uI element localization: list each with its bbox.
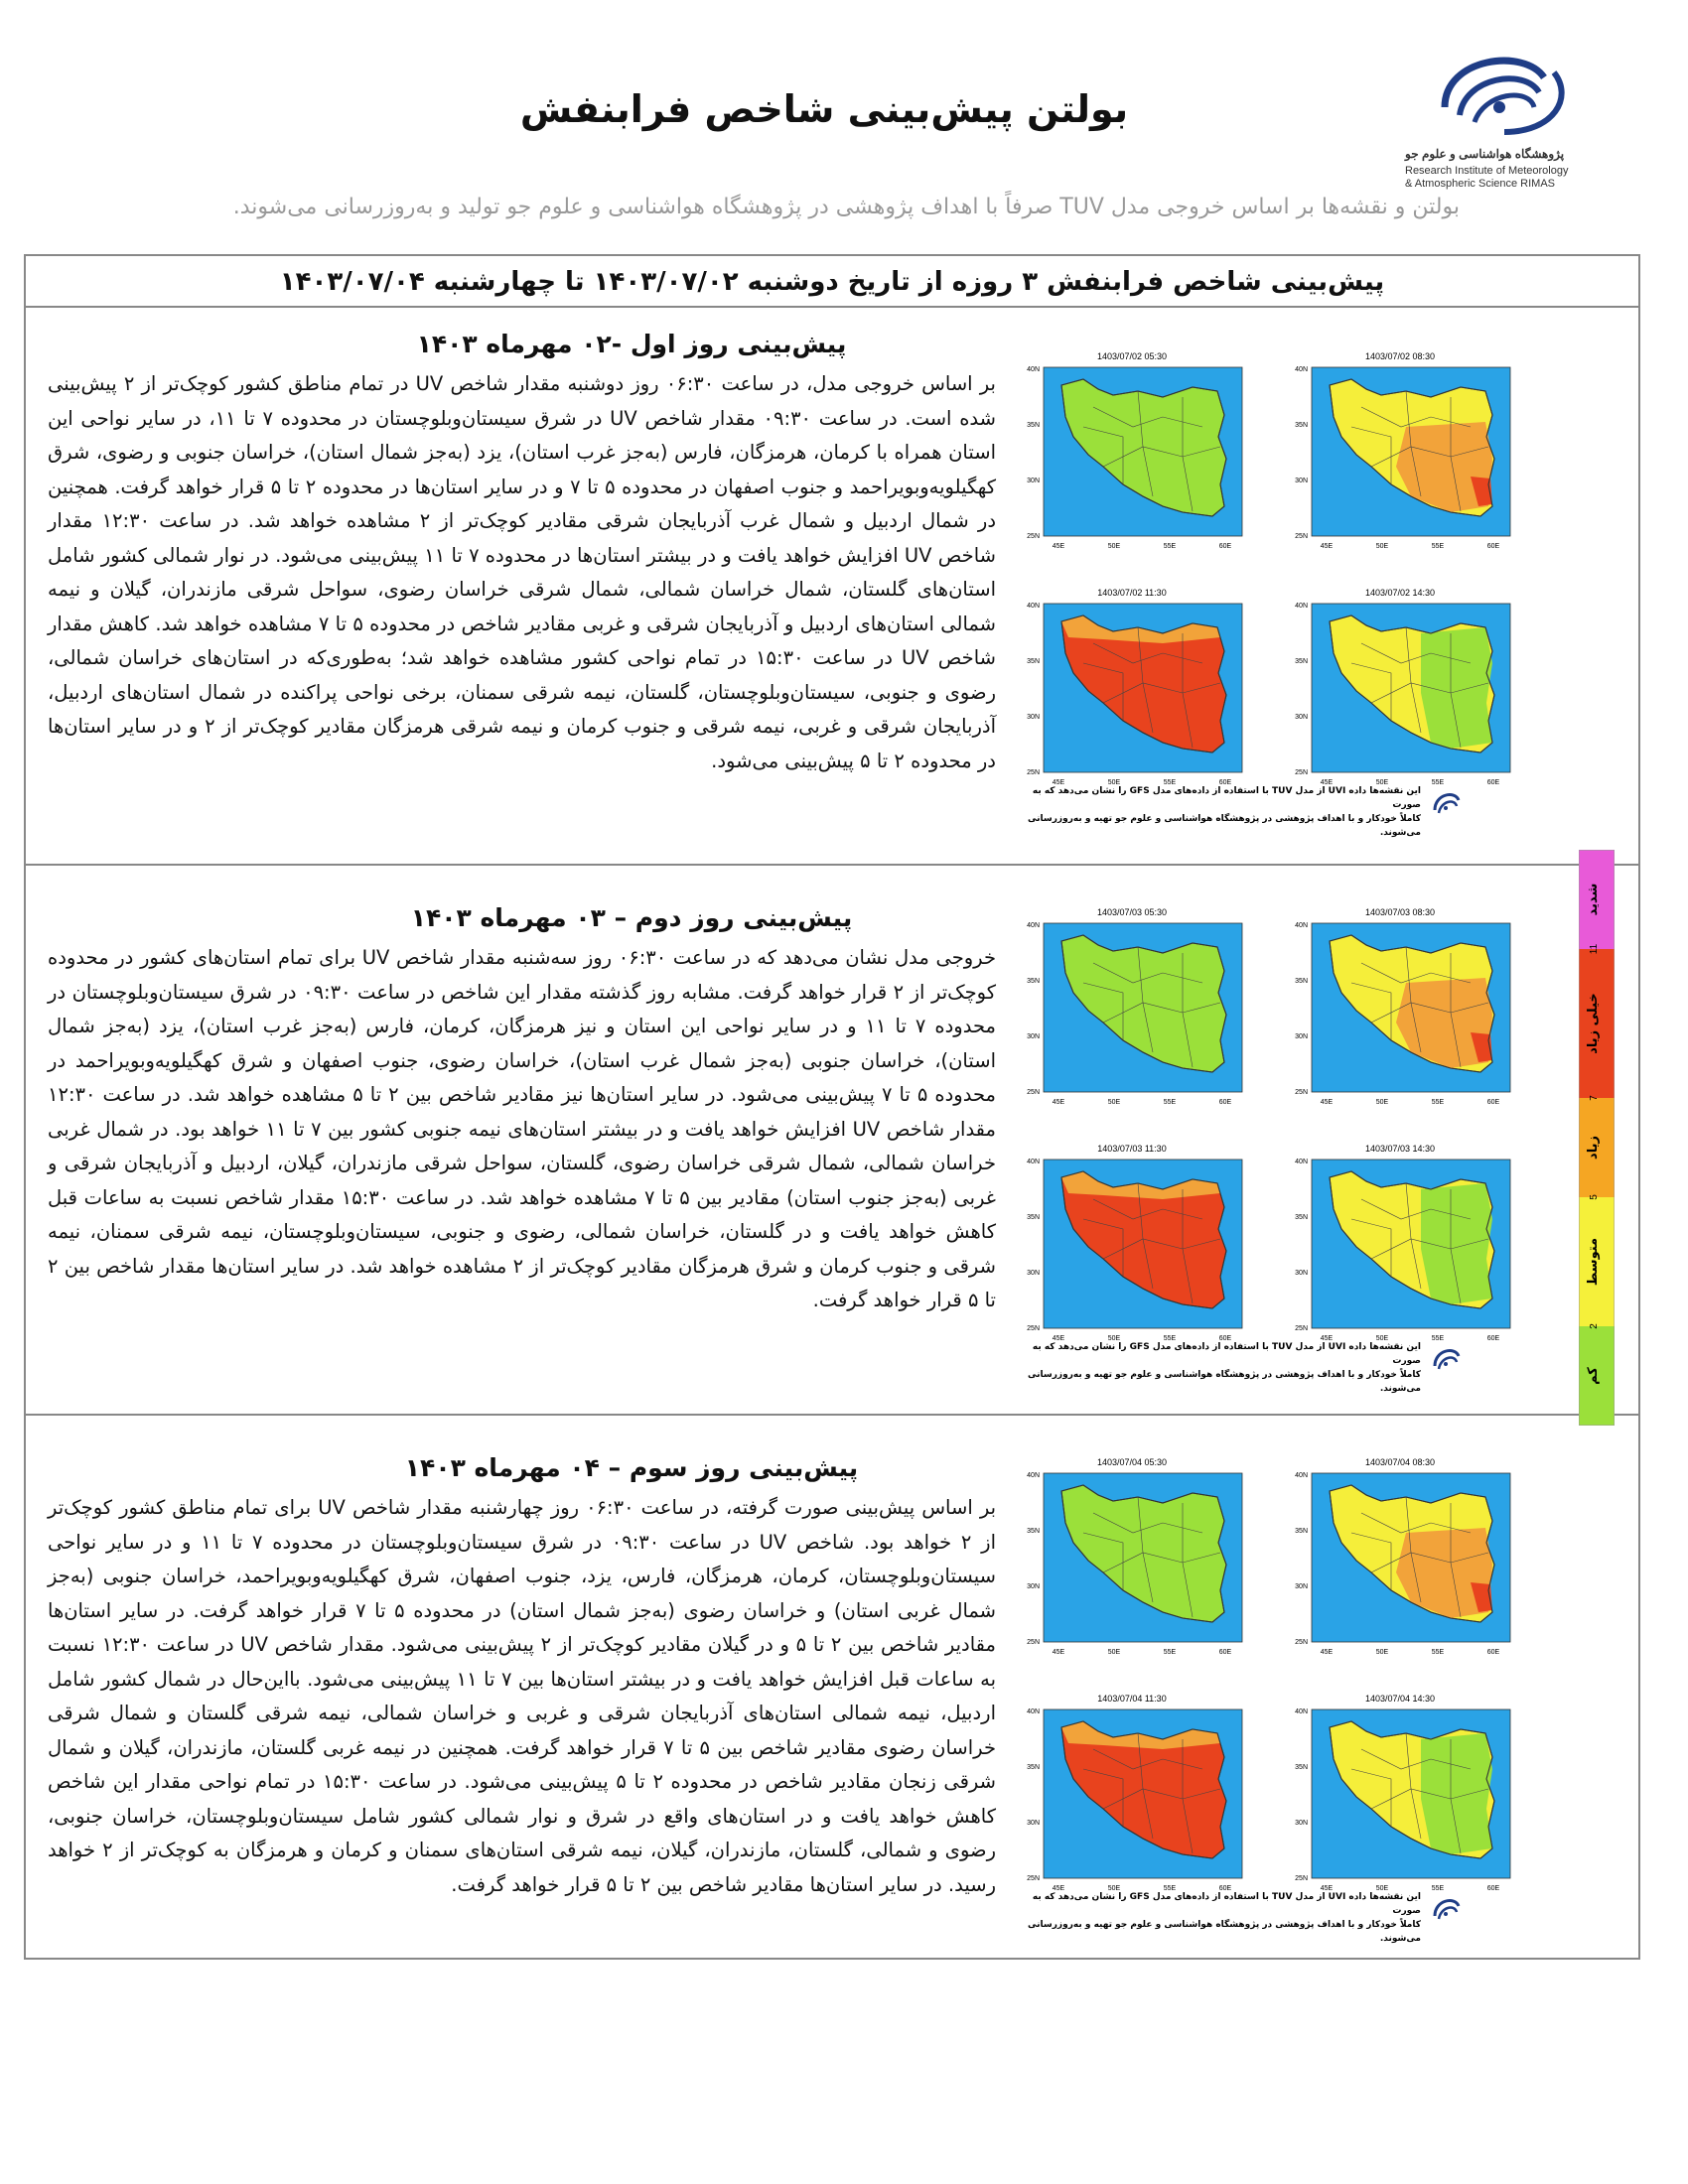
lat-label: 35N (1027, 658, 1040, 665)
lat-label: 30N (1027, 1820, 1040, 1827)
lat-label: 25N (1027, 1875, 1040, 1882)
lat-label: 30N (1295, 1583, 1308, 1590)
rimas-logo (1405, 38, 1594, 197)
lon-label: 45E (1052, 1335, 1065, 1342)
small-logo-icon (1429, 786, 1463, 820)
lon-label: 55E (1431, 543, 1445, 550)
lat-label: 40N (1295, 366, 1308, 373)
small-logo-icon (1429, 1892, 1463, 1926)
lon-label: 45E (1052, 1649, 1065, 1656)
lat-label: 35N (1027, 422, 1040, 429)
map-timestamp: 1403/07/04 08:30 (1364, 1457, 1436, 1467)
uv-map (1004, 347, 1260, 578)
lat-label: 30N (1295, 1033, 1308, 1040)
lat-label: 35N (1295, 1764, 1308, 1771)
lat-label: 35N (1027, 1528, 1040, 1535)
lat-label: 25N (1027, 1325, 1040, 1332)
day2-section (26, 864, 1638, 1400)
lat-label: 35N (1295, 1528, 1308, 1535)
uv-map (1004, 1140, 1260, 1370)
lon-label: 55E (1431, 1099, 1445, 1106)
day1-section (26, 308, 1638, 838)
lon-label: 50E (1107, 1885, 1121, 1892)
lon-label: 55E (1163, 1099, 1177, 1106)
lat-label: 25N (1295, 1089, 1308, 1096)
lon-label: 60E (1486, 1099, 1500, 1106)
lon-label: 60E (1486, 1335, 1500, 1342)
lat-label: 30N (1295, 1820, 1308, 1827)
day3-section (26, 1414, 1638, 1960)
lon-label: 60E (1218, 1885, 1232, 1892)
lat-label: 40N (1027, 1472, 1040, 1479)
uv-map (1004, 584, 1260, 814)
lat-label: 35N (1295, 1214, 1308, 1221)
lon-label: 45E (1320, 1099, 1334, 1106)
uv-map (1004, 1690, 1260, 1920)
lon-label: 60E (1218, 1099, 1232, 1106)
logo-en-line2: & Atmospheric Science RIMAS (1405, 178, 1556, 190)
lat-label: 25N (1027, 769, 1040, 776)
lat-label: 35N (1295, 658, 1308, 665)
lon-label: 55E (1431, 1885, 1445, 1892)
legend-tick: 2 (1589, 1323, 1600, 1329)
map-timestamp: 1403/07/02 14:30 (1364, 588, 1436, 598)
uv-map (1272, 1690, 1528, 1920)
uv-map (1004, 1453, 1260, 1684)
map-timestamp: 1403/07/03 05:30 (1096, 907, 1168, 917)
legend-label: خیلی زیاد (1586, 993, 1601, 1054)
lat-label: 35N (1027, 978, 1040, 985)
lon-label: 45E (1320, 543, 1334, 550)
lon-label: 45E (1052, 779, 1065, 786)
lon-label: 55E (1163, 543, 1177, 550)
map-timestamp: 1403/07/02 05:30 (1096, 351, 1168, 361)
footnote-line: کاملاً خودکار و با اهداف پژوهشی در پژوهشگاه هواشناسی و علوم جو تهیه و به‌روزرسانی می‌شوند. (1028, 1920, 1421, 1944)
uv-map (1004, 903, 1260, 1134)
lat-label: 40N (1295, 1472, 1308, 1479)
footnote-line: این نقشه‌ها داده UVI از مدل TUV با استفاده از داده‌های مدل GFS را نشان می‌دهد که به صورت (1032, 1892, 1421, 1916)
lon-label: 50E (1107, 1335, 1121, 1342)
lon-label: 60E (1486, 1885, 1500, 1892)
map-timestamp: 1403/07/02 11:30 (1097, 588, 1167, 598)
disclaimer-text: بولتن و نقشه‌ها بر اساس خروجی مدل TUV صرفاً با اهداف پژوهشی در پژوهشگاه هواشناسی و علوم جو تولید و به‌روزرسانی می‌شوند. (232, 195, 1460, 219)
day3-body: بر اساس پیش‌بینی صورت گرفته، در ساعت ۰۶:۳۰ روز چهارشنبه مقدار شاخص UV برای تمام مناطق کشور کوچک‌تر از ۲ خواهد بود. شاخص UV در ساعت ۰۹:۳۰ در شرق سیستان‌وبلوچستان در محدوده ۷ تا ۱۱ و در سایر نواحی سیستان‌وبلوچستان، کرمان، هرمزگان، فارس، یزد، جنوب اصفهان، شرق کهگیلویه‌وبویراحمد، خراسان جنوبی (به‌جز شمال غربی استان) و خراسان رضوی (به‌جز شمال استان) در محدوده ۵ تا ۷ قرار خواهد گرفت. در سایر استان‌ها مقادیر شاخص بین ۲ تا ۵ و در گیلان مقادیر کوچک‌تر از ۲ پیش‌بینی می‌شود. مقدار شاخص UV در ساعت ۱۲:۳۰ نسبت به ساعات قبل افزایش خواهد یافت و در بیشتر استان‌ها بین ۷ تا ۱۱ پیش‌بینی می‌شود. بااین‌حال در شمال کشور شامل اردبیل، نیمه شمالی استان‌های آذربایجان شرقی و غربی و خراسان شمالی، نیمه شرقی گلستان و شمال شرقی خراسان رضوی مقادیر شاخص بین ۵ تا ۷ قرار خواهد گرفت. همچنین در نیمه غربی گلستان، مازندران، گیلان و شمال شرقی زنجان مقادیر شاخص در محدوده ۲ تا ۵ پیش‌بینی می‌شود. در ساعت ۱۵:۳۰ در تمام نواحی مقدار این شاخص کاهش خواهد یافت و در استان‌های واقع در شرق و نوار شمالی کشور شامل سیستان‌وبلوچستان، خراسان جنوبی، رضوی و شمالی، گلستان، مازندران، گیلان، نیمه شرقی استان‌های سمنان و کرمان و هرمزگان به کوچک‌تر از ۲ خواهد رسید. در سایر استان‌ها مقادیر شاخص بین ۲ تا ۵ قرار خواهد گرفت. (48, 1496, 997, 1896)
lon-label: 60E (1218, 1649, 1232, 1656)
lat-label: 25N (1295, 1639, 1308, 1646)
lat-label: 40N (1027, 922, 1040, 929)
lon-label: 50E (1375, 1885, 1389, 1892)
lat-label: 35N (1295, 422, 1308, 429)
lat-label: 40N (1027, 366, 1040, 373)
lat-label: 25N (1295, 533, 1308, 540)
lon-label: 60E (1218, 543, 1232, 550)
footnote-line: این نقشه‌ها داده UVI از مدل TUV با استفاده از داده‌های مدل GFS را نشان می‌دهد که به صورت (1032, 1342, 1421, 1366)
uv-map (1272, 903, 1528, 1134)
lon-label: 50E (1107, 543, 1121, 550)
lon-label: 45E (1052, 543, 1065, 550)
map-footnote (1004, 784, 1421, 838)
lon-label: 60E (1218, 779, 1232, 786)
uv-map (1272, 1140, 1528, 1370)
legend-tick: 5 (1589, 1194, 1600, 1200)
uv-map (1272, 584, 1528, 814)
map-timestamp: 1403/07/04 14:30 (1364, 1694, 1436, 1704)
lon-label: 45E (1320, 1335, 1334, 1342)
lon-label: 50E (1107, 1649, 1121, 1656)
lon-label: 45E (1052, 1885, 1065, 1892)
lon-label: 45E (1320, 1885, 1334, 1892)
lat-label: 25N (1027, 1089, 1040, 1096)
map-footnote (1004, 1890, 1421, 1944)
lon-label: 50E (1107, 779, 1121, 786)
lat-label: 25N (1295, 1325, 1308, 1332)
day2-title: پیش‌بینی روز دوم – ۰۳ مهرماه ۱۴۰۳ (410, 903, 853, 932)
map-timestamp: 1403/07/03 11:30 (1097, 1144, 1167, 1154)
lon-label: 60E (1486, 543, 1500, 550)
lon-label: 50E (1375, 543, 1389, 550)
day1-body: بر اساس خروجی مدل، در ساعت ۰۶:۳۰ روز دوشنبه مقدار شاخص UV در تمام مناطق کشور کوچک‌تر از ۲ پیش‌بینی شده است. در ساعت ۰۹:۳۰ مقدار شاخص UV در شرق سیستان‌وبلوچستان در محدوده ۷ تا ۱۱، در سایر نواحی این استان همراه با کرمان، هرمزگان، فارس (به‌جز غرب استان)، یزد (به‌جز شمال استان)، خراسان جنوبی و رضوی، شرق کهگیلویه‌وبویراحمد و جنوب اصفهان در محدوده ۵ تا ۷ و در سایر استان‌ها در محدوده ۲ تا ۵ قرار خواهد گرفت. همچنین در شمال اردبیل و شمال غرب آذربایجان شرقی مقادیر کوچک‌تر از ۲ مشاهده خواهد شد. در ساعت ۱۲:۳۰ مقدار شاخص UV افزایش خواهد یافت و در بیشتر استان‌ها در محدوده ۷ تا ۱۱ پیش‌بینی می‌شود. در نوار شمالی کشور شامل استان‌های گلستان، شمال خراسان شمالی، شمال شرقی خراسان رضوی، سواحل شرقی مازندران، گیلان و نیمه شمالی استان‌های اردبیل و آذربایجان شرقی و غربی مقادیر شاخص در محدوده ۵ تا ۷ مشاهده خواهد شد. کاهش مقدار شاخص UV در ساعت ۱۵:۳۰ در تمام نواحی کشور مشاهده خواهد شد؛ به‌طوری‌که در استان‌های خراسان شمالی، رضوی و جنوبی، سیستان‌وبلوچستان، گلستان، نیمه شرقی سمنان، برخی نواحی پراکنده در شمال استان‌های اردبیل، آذربایجان شرقی و غربی، نیمه شرقی و جنوب کرمان و نیمه شرقی هرمزگان مقادیر کوچک‌تر از ۲ و در سایر استان‌ها در محدوده ۲ تا ۵ پیش‌بینی می‌شود. (48, 372, 997, 772)
uv-map (1272, 1453, 1528, 1684)
lon-label: 50E (1375, 1335, 1389, 1342)
small-logo-icon (1429, 1342, 1463, 1376)
lat-label: 40N (1295, 1708, 1308, 1715)
lon-label: 50E (1375, 1099, 1389, 1106)
page-title: بولتن پیش‌بینی شاخص فرابنفش (519, 87, 1129, 131)
lat-label: 30N (1027, 478, 1040, 484)
lon-label: 50E (1375, 779, 1389, 786)
forecast-header: پیش‌بینی شاخص فرابنفش ۳ روزه از تاریخ دوشنبه ۱۴۰۳/۰۷/۰۲ تا چهارشنبه ۱۴۰۳/۰۷/۰۴ (26, 256, 1638, 308)
lat-label: 30N (1027, 1033, 1040, 1040)
legend-label: کم (1586, 1367, 1601, 1385)
day1-map-grid (1004, 308, 1560, 838)
map-timestamp: 1403/07/04 11:30 (1097, 1694, 1167, 1704)
lat-label: 35N (1295, 978, 1308, 985)
map-footnote (1004, 1340, 1421, 1394)
lat-label: 30N (1027, 1270, 1040, 1277)
footnote-line: کاملاً خودکار و با اهداف پژوهشی در پژوهشگاه هواشناسی و علوم جو تهیه و به‌روزرسانی می‌شوند. (1028, 1370, 1421, 1394)
uv-legend (1579, 850, 1615, 1426)
logo-fa-text: پژوهشگاه هواشناسی و علوم جو (1405, 147, 1565, 161)
rimas-logo-icon (1405, 38, 1594, 147)
lat-label: 40N (1295, 922, 1308, 929)
day2-map-grid (1004, 864, 1560, 1394)
lon-label: 55E (1431, 1335, 1445, 1342)
lat-label: 25N (1295, 1875, 1308, 1882)
legend-label: زیاد (1586, 1136, 1601, 1160)
lon-label: 55E (1163, 779, 1177, 786)
lat-label: 30N (1295, 478, 1308, 484)
lat-label: 25N (1027, 1639, 1040, 1646)
lat-label: 40N (1295, 1159, 1308, 1165)
bulletin-frame (24, 254, 1640, 1960)
day3-map-grid (1004, 1414, 1560, 1944)
lon-label: 55E (1163, 1885, 1177, 1892)
lat-label: 25N (1027, 533, 1040, 540)
lat-label: 30N (1295, 1270, 1308, 1277)
legend-label: شدید (1586, 883, 1601, 916)
lon-label: 55E (1431, 779, 1445, 786)
map-timestamp: 1403/07/02 08:30 (1364, 351, 1436, 361)
lon-label: 45E (1320, 1649, 1334, 1656)
lat-label: 30N (1027, 1583, 1040, 1590)
lat-label: 35N (1027, 1214, 1040, 1221)
footnote-line: کاملاً خودکار و با اهداف پژوهشی در پژوهشگاه هواشناسی و علوم جو تهیه و به‌روزرسانی می‌شوند. (1028, 814, 1421, 838)
lat-label: 35N (1027, 1764, 1040, 1771)
footnote-line: این نقشه‌ها داده UVI از مدل TUV با استفاده از داده‌های مدل GFS را نشان می‌دهد که به صورت (1032, 786, 1421, 810)
lat-label: 30N (1027, 714, 1040, 721)
day1-title: پیش‌بینی روز اول -۰۲ مهرماه ۱۴۰۳ (416, 330, 847, 358)
legend-tick: 11 (1589, 943, 1600, 955)
logo-en-line1: Research Institute of Meteorology (1405, 165, 1569, 177)
day3-title: پیش‌بینی روز سوم – ۰۴ مهرماه ۱۴۰۳ (404, 1453, 859, 1482)
lon-label: 45E (1320, 779, 1334, 786)
lon-label: 60E (1486, 1649, 1500, 1656)
lon-label: 50E (1107, 1099, 1121, 1106)
lat-label: 40N (1027, 1159, 1040, 1165)
lon-label: 45E (1052, 1099, 1065, 1106)
lon-label: 60E (1486, 779, 1500, 786)
lon-label: 50E (1375, 1649, 1389, 1656)
lat-label: 30N (1295, 714, 1308, 721)
map-timestamp: 1403/07/04 05:30 (1096, 1457, 1168, 1467)
day2-body: خروجی مدل نشان می‌دهد که در ساعت ۰۶:۳۰ روز سه‌شنبه مقدار شاخص UV برای تمام استان‌های کشور در محدوده کوچک‌تر از ۲ قرار خواهد گرفت. مشابه روز گذشته مقدار این شاخص در ساعت ۰۹:۳۰ در شرق سیستان‌وبلوچستان در محدوده ۷ تا ۱۱ و در سایر نواحی این استان و نیز هرمزگان، کرمان، فارس (به‌جز غرب استان)، یزد (به‌جز شمال استان)، خراسان جنوبی (به‌جز شمال غرب استان)، خراسان رضوی، جنوب اصفهان و شرق کهگیلویه‌وبویراحمد در محدوده ۵ تا ۷ پیش‌بینی می‌شود. در سایر استان‌ها نیز مقادیر شاخص بین ۲ تا ۵ مشاهده خواهد شد. در ساعت ۱۲:۳۰ مقدار شاخص UV افزایش خواهد یافت و در بیشتر استان‌های نیمه جنوبی کشور بین ۷ تا ۱۱ خواهد بود. در شمال غربی خراسان شمالی، شمال شرقی خراسان رضوی، گلستان، سواحل شرقی مازندران، گیلان، اردبیل و آذربایجان شرقی و غربی (به‌جز جنوب استان) مقادیر بین ۵ تا ۷ مشاهده خواهد شد. در ساعت ۱۵:۳۰ مقدار شاخص نسبت به ساعات قبل کاهش خواهد یافت و در گلستان، خراسان شمالی، رضوی و جنوبی، سیستان‌وبلوچستان، نیمه شرقی سمنان، نیمه شرقی و جنوب کرمان و شرق هرمزگان مقادیر کوچک‌تر از ۲ مشاهده خواهد شد. در سایر استان‌ها مقدار شاخص بین ۲ تا ۵ قرار خواهد گرفت. (48, 946, 996, 1311)
uv-map (1272, 347, 1528, 578)
map-timestamp: 1403/07/03 14:30 (1364, 1144, 1436, 1154)
lat-label: 40N (1295, 603, 1308, 610)
legend-tick: 7 (1589, 1095, 1600, 1101)
lon-label: 55E (1163, 1649, 1177, 1656)
lon-label: 55E (1431, 1649, 1445, 1656)
map-timestamp: 1403/07/03 08:30 (1364, 907, 1436, 917)
lon-label: 60E (1218, 1335, 1232, 1342)
legend-label: متوسط (1586, 1237, 1601, 1287)
lat-label: 40N (1027, 1708, 1040, 1715)
lat-label: 40N (1027, 603, 1040, 610)
lon-label: 55E (1163, 1335, 1177, 1342)
lat-label: 25N (1295, 769, 1308, 776)
